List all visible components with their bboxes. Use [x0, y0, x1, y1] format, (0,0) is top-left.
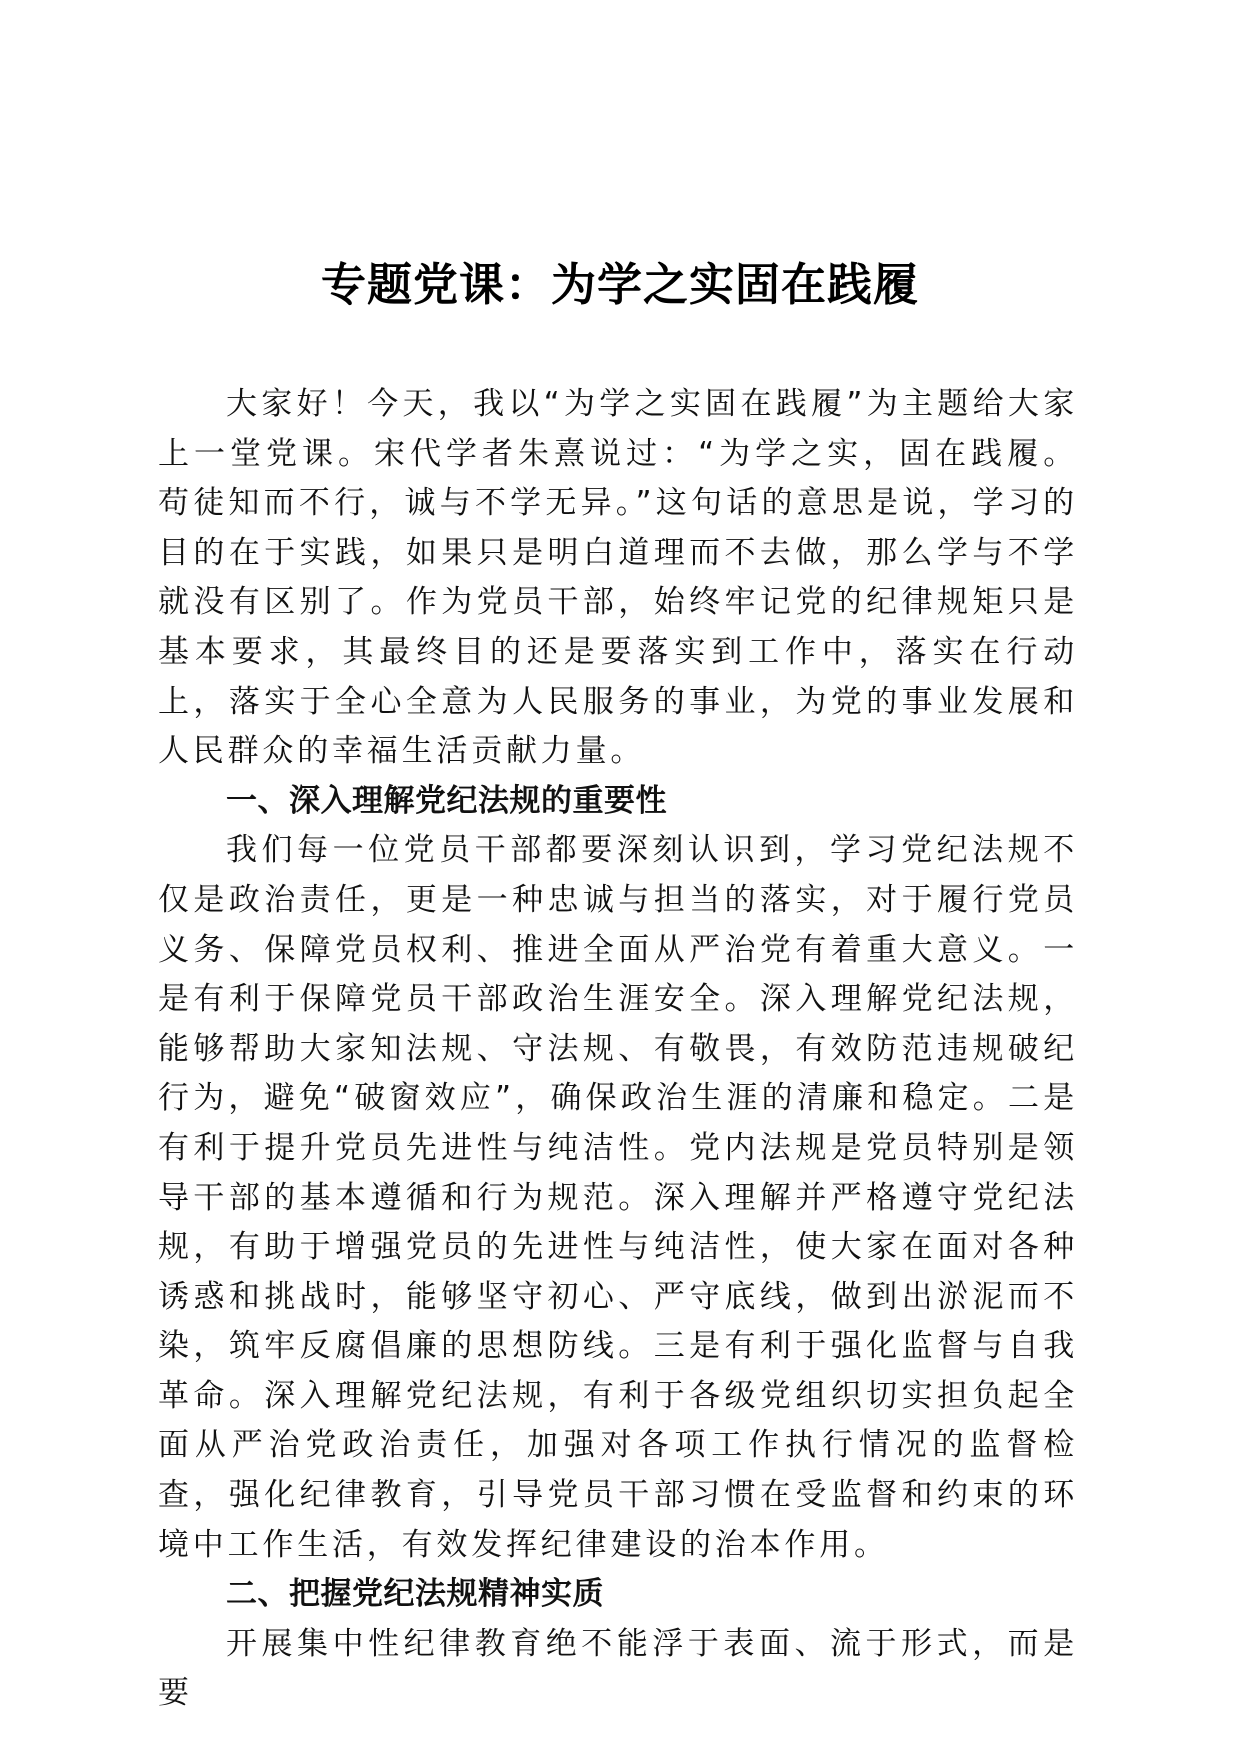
- document-body: [158, 380, 1078, 1719]
- section-heading-2: 二、把握党纪法规精神实质: [226, 1576, 604, 1613]
- section-heading-1: 一、深入理解党纪法规的重要性: [226, 782, 667, 819]
- document-title: 专题党课：为学之实固在践履: [320, 258, 919, 311]
- intro-paragraph: 大家好！今天，我以“为学之实固在践履”为主题给大家上一堂党课。宋代学者朱熹说过：“为学之实，固在践履。苟徒知而不行，诚与不学无异。”这句话的意思是说，学习的目的在于实践，如果只是明白道理而不去做，那么学与不学就没有区别了。作为党员干部，始终牢记党的纪律规矩只是基本要求，其最终目的还是要落实到工作中，落实在行动上，落实于全心全意为人民服务的事业，为党的事业发展和人民群众的幸福生活贡献力量。: [158, 386, 1078, 770]
- section-paragraph-1: 我们每一位党员干部都要深刻认识到，学习党纪法规不仅是政治责任，更是一种忠诚与担当的落实，对于履行党员义务、保障党员权利、推进全面从严治党有着重大意义。一是有利于保障党员干部政治生涯安全。深入理解党纪法规，能够帮助大家知法规、守法规、有敬畏，有效防范违规破纪行为，避免“破窗效应”，确保政治生涯的清廉和稳定。二是有利于提升党员先进性与纯洁性。党内法规是党员特别是领导干部的基本遵循和行为规范。深入理解并严格遵守党纪法规，有助于增强党员的先进性与纯洁性，使大家在面对各种诱惑和挑战时，能够坚守初心、严守底线，做到出淤泥而不染，筑牢反腐倡廉的思想防线。三是有利于强化监督与自我革命。深入理解党纪法规，有利于各级党组织切实担负起全面从严治党政治责任，加强对各项工作执行情况的监督检查，强化纪律教育，引导党员干部习惯在受监督和约束的环境中工作生活，有效发挥纪律建设的治本作用。: [158, 832, 1078, 1563]
- section-paragraph-2: 开展集中性纪律教育绝不能浮于表面、流于形式，而是要: [158, 1625, 1078, 1712]
